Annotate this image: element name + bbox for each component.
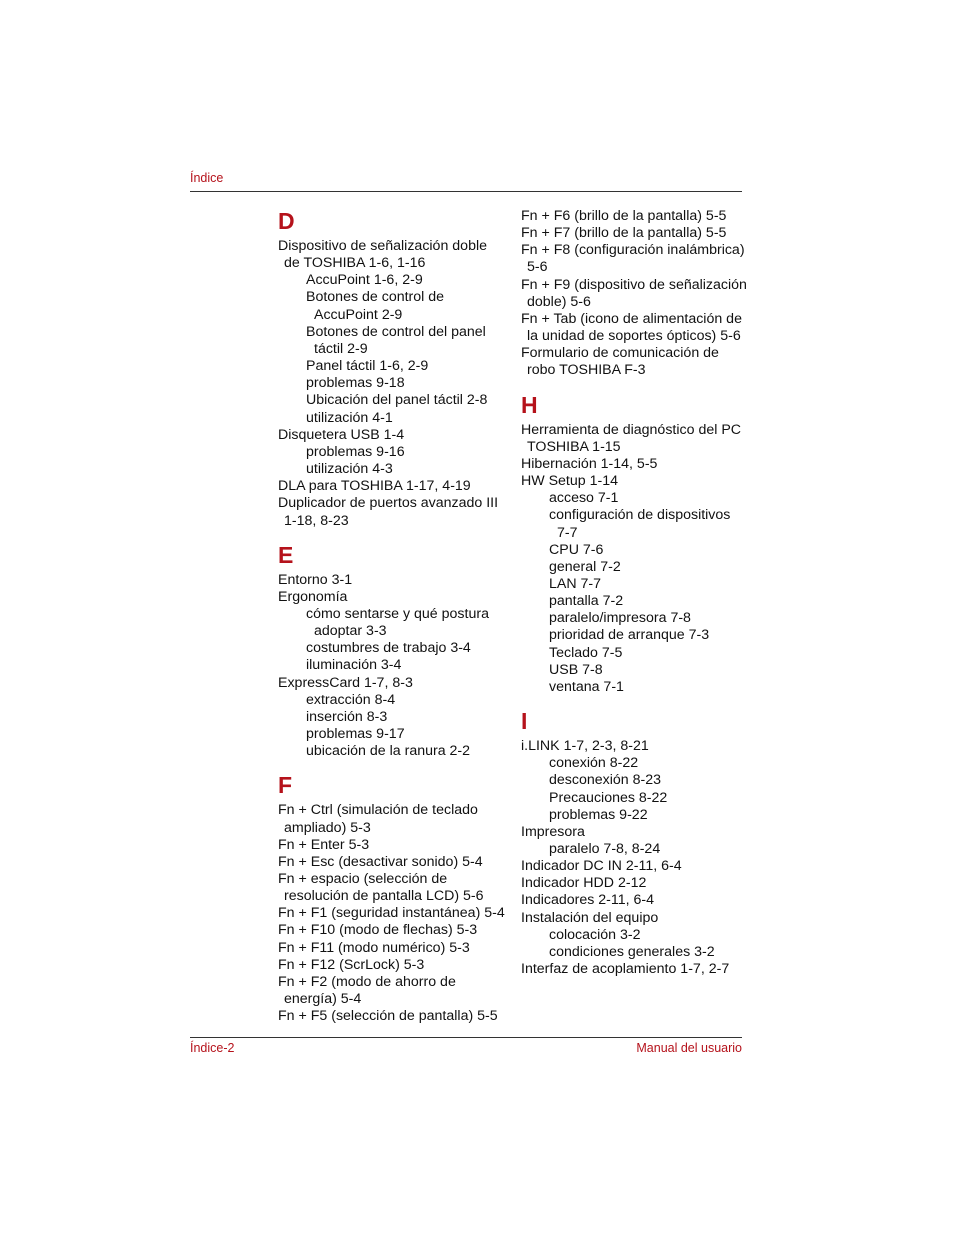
index-subentry <box>521 679 753 696</box>
index-subentry <box>521 610 753 627</box>
index-entry <box>278 922 510 939</box>
index-entry <box>278 675 510 692</box>
index-entry <box>521 345 753 379</box>
index-entry-line: AccuPoint 2-9 <box>314 306 403 323</box>
index-entry <box>278 974 510 1008</box>
index-entry-line: doble) 5-6 <box>527 293 591 310</box>
index-letter-heading: I <box>521 708 528 735</box>
index-subentry <box>278 392 510 409</box>
index-entry <box>521 961 753 978</box>
index-entry-line: general 7-2 <box>549 558 621 575</box>
index-subentry <box>521 927 753 944</box>
index-entry <box>521 456 753 473</box>
index-entry-line: configuración de dispositivos <box>549 507 731 524</box>
index-entry-line: USB 7-8 <box>549 661 603 678</box>
index-entry <box>278 427 510 444</box>
index-entry-line: inserción 8-3 <box>306 708 388 725</box>
index-subentry <box>521 944 753 961</box>
section-spacer <box>521 696 753 708</box>
index-entry-line: Fn + F2 (modo de ahorro de <box>278 973 456 990</box>
index-entry <box>521 277 753 311</box>
index-entry-line: HW Setup 1-14 <box>521 473 618 490</box>
index-entry-line: prioridad de arranque 7-3 <box>549 627 710 644</box>
footer-rule <box>190 1037 742 1038</box>
index-subentry <box>521 841 753 858</box>
index-entry-line: TOSHIBA 1-15 <box>527 438 621 455</box>
index-subentry <box>278 444 510 461</box>
index-subentry <box>521 576 753 593</box>
index-subentry <box>521 559 753 576</box>
index-entry-line: Fn + Tab (icono de alimentación de <box>521 310 742 327</box>
footer-manual-title: Manual del usuario <box>636 1041 742 1055</box>
index-entry-line: Indicador HDD 2-12 <box>521 875 647 892</box>
index-entry-line: la unidad de soportes ópticos) 5-6 <box>527 328 741 345</box>
index-entry-line: Fn + Esc (desactivar sonido) 5-4 <box>278 853 483 870</box>
index-entry <box>521 824 753 841</box>
index-entry <box>278 478 510 495</box>
index-entry-line: problemas 9-16 <box>306 443 405 460</box>
index-entry-line: Formulario de comunicación de <box>521 345 719 362</box>
index-subentry <box>278 410 510 427</box>
index-entry-line: i.LINK 1-7, 2-3, 8-21 <box>521 738 649 755</box>
index-entry <box>521 422 753 456</box>
index-entry-line: Fn + Ctrl (simulación de teclado <box>278 802 478 819</box>
index-entry-line: ExpressCard 1-7, 8-3 <box>278 674 413 691</box>
index-entry-line: robo TOSHIBA F-3 <box>527 362 646 379</box>
index-subentry <box>278 726 510 743</box>
index-entry <box>521 910 753 927</box>
index-entry-line: utilización 4-1 <box>306 409 393 426</box>
index-subentry <box>278 709 510 726</box>
index-entry <box>521 875 753 892</box>
index-entry-line: Dispositivo de señalización doble <box>278 238 487 254</box>
index-entry-line: 7-7 <box>557 524 578 541</box>
index-entry <box>521 738 753 755</box>
index-entry <box>278 940 510 957</box>
index-subentry <box>521 807 753 824</box>
index-subentry <box>278 289 510 323</box>
index-entry-line: conexión 8-22 <box>549 755 639 772</box>
index-entry <box>278 837 510 854</box>
index-subentry <box>521 755 753 772</box>
index-entry-line: desconexión 8-23 <box>549 772 662 789</box>
index-subentry <box>521 772 753 789</box>
index-subentry <box>521 627 753 644</box>
index-subentry <box>521 593 753 610</box>
index-entry-line: paralelo 7-8, 8-24 <box>549 841 661 857</box>
index-entry-line: 1-18, 8-23 <box>284 512 349 529</box>
index-entry-line: táctil 2-9 <box>314 340 368 357</box>
index-entry <box>278 238 510 272</box>
index-letter-heading: D <box>278 208 295 234</box>
index-entry-line: Fn + F5 (selección de pantalla) 5-5 <box>278 1008 498 1025</box>
index-entry-line: AccuPoint 1-6, 2-9 <box>306 272 423 289</box>
index-entry <box>521 892 753 909</box>
index-entry-line: Indicador DC IN 2-11, 6-4 <box>521 858 682 875</box>
index-subentry <box>521 662 753 679</box>
index-entry <box>278 871 510 905</box>
index-entry-line: utilización 4-3 <box>306 461 393 478</box>
index-subentry <box>521 490 753 507</box>
index-subentry <box>521 645 753 662</box>
index-entry-line: condiciones generales 3-2 <box>549 943 715 960</box>
index-entry-line: Teclado 7-5 <box>549 644 623 661</box>
index-entry-line: Disquetera USB 1-4 <box>278 426 405 443</box>
index-subentry <box>521 790 753 807</box>
index-entry <box>278 802 510 836</box>
index-subentry <box>278 743 510 760</box>
index-letter-heading: H <box>521 391 538 418</box>
index-entry-line: problemas 9-22 <box>549 806 648 823</box>
index-entry-line: 5-6 <box>527 259 548 276</box>
index-entry-line: pantalla 7-2 <box>549 593 624 610</box>
index-entry-line: resolución de pantalla LCD) 5-6 <box>284 888 484 905</box>
index-subentry <box>278 692 510 709</box>
index-entry-line: Fn + F11 (modo numérico) 5-3 <box>278 939 470 956</box>
index-entry-line: problemas 9-17 <box>306 726 405 743</box>
index-entry <box>278 1008 510 1025</box>
index-entry-line: ventana 7-1 <box>549 678 624 695</box>
index-letter-heading: F <box>278 772 293 799</box>
index-entry-line: Fn + F10 (modo de flechas) 5-3 <box>278 922 478 939</box>
index-letter-heading: E <box>278 541 294 568</box>
index-entry <box>521 208 753 225</box>
index-entry <box>521 225 753 242</box>
index-subentry <box>521 507 753 541</box>
index-entry <box>521 311 753 345</box>
index-entry-line: Fn + F7 (brillo de la pantalla) 5-5 <box>521 225 727 242</box>
index-entry-line: costumbres de trabajo 3-4 <box>306 640 471 657</box>
index-entry-line: problemas 9-18 <box>306 375 405 392</box>
index-entry-line: energía) 5-4 <box>284 991 362 1008</box>
header-rule <box>190 191 742 192</box>
index-entry <box>278 589 510 606</box>
index-entry-line: ampliado) 5-3 <box>284 819 371 836</box>
index-entry <box>278 854 510 871</box>
index-entry-line: Duplicador de puertos avanzado III <box>278 495 499 512</box>
index-entry-line: Ergonomía <box>278 588 348 605</box>
index-entry-line: acceso 7-1 <box>549 490 619 507</box>
index-entry-line: Fn + espacio (selección de <box>278 871 448 887</box>
index-entry <box>278 572 510 589</box>
index-entry <box>278 957 510 974</box>
index-entry-line: iluminación 3-4 <box>306 657 402 674</box>
index-column-left <box>278 208 510 1025</box>
index-entry-line: Botones de control del panel <box>306 323 486 340</box>
index-subentry <box>278 324 510 358</box>
index-entry-line: Herramienta de diagnóstico del PC <box>521 421 742 438</box>
index-entry-line: extracción 8-4 <box>306 691 396 708</box>
index-entry-line: paralelo/impresora 7-8 <box>549 610 691 627</box>
index-entry <box>278 495 510 529</box>
index-subentry <box>521 542 753 559</box>
index-entry-line: Fn + F1 (seguridad instantánea) 5-4 <box>278 905 505 922</box>
index-subentry <box>278 272 510 289</box>
index-entry-line: LAN 7-7 <box>549 575 602 592</box>
footer-page-number: Índice-2 <box>190 1041 235 1055</box>
index-entry-line: CPU 7-6 <box>549 541 604 558</box>
index-entry-line: Indicadores 2-11, 6-4 <box>521 892 655 909</box>
index-subentry <box>278 606 510 640</box>
index-entry-line: Botones de control de <box>306 289 445 306</box>
index-entry-line: colocación 3-2 <box>549 926 641 943</box>
section-spacer <box>278 760 510 772</box>
section-spacer <box>278 530 510 542</box>
index-entry-line: DLA para TOSHIBA 1-17, 4-19 <box>278 478 471 495</box>
index-subentry <box>278 640 510 657</box>
index-column-right <box>521 208 753 978</box>
index-entry-line: ubicación de la ranura 2-2 <box>306 743 471 760</box>
section-spacer <box>521 380 753 392</box>
index-entry-line: Instalación del equipo <box>521 909 659 926</box>
index-entry <box>521 473 753 490</box>
index-entry <box>521 858 753 875</box>
page-header-title: Índice <box>190 171 224 185</box>
index-entry-line: Fn + F12 (ScrLock) 5-3 <box>278 956 425 973</box>
index-entry-line: Panel táctil 1-6, 2-9 <box>306 358 429 375</box>
index-entry-line: cómo sentarse y qué postura <box>306 605 489 622</box>
index-entry-line: Entorno 3-1 <box>278 571 353 588</box>
index-subentry <box>278 657 510 674</box>
index-entry-line: Fn + F8 (configuración inalámbrica) <box>521 242 745 259</box>
index-subentry <box>278 461 510 478</box>
index-entry-line: Precauciones 8-22 <box>549 789 668 806</box>
index-entry-line: Ubicación del panel táctil 2-8 <box>306 392 488 409</box>
index-entry-line: Fn + F9 (dispositivo de señalización <box>521 276 747 293</box>
index-subentry <box>278 375 510 392</box>
index-subentry <box>278 358 510 375</box>
index-entry-line: Hibernación 1-14, 5-5 <box>521 455 658 472</box>
index-entry-line: Interfaz de acoplamiento 1-7, 2-7 <box>521 961 730 978</box>
index-entry-line: Fn + Enter 5-3 <box>278 836 370 853</box>
index-entry-line: Impresora <box>521 823 585 840</box>
index-entry-line: adoptar 3-3 <box>314 623 387 640</box>
index-entry <box>521 242 753 276</box>
index-entry-line: Fn + F6 (brillo de la pantalla) 5-5 <box>521 208 727 224</box>
index-entry <box>278 905 510 922</box>
index-entry-line: de TOSHIBA 1-6, 1-16 <box>284 255 426 272</box>
